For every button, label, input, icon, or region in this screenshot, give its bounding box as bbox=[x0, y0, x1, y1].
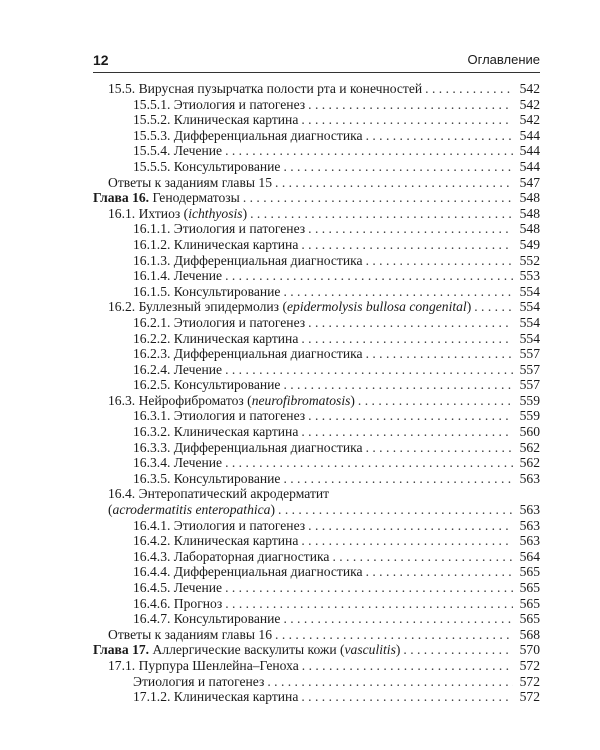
toc-leader-dots bbox=[308, 97, 513, 113]
toc-entry-label bbox=[133, 533, 298, 549]
toc-leader-dots bbox=[308, 408, 513, 424]
toc-entry[interactable] bbox=[93, 81, 540, 97]
toc-leader-dots bbox=[283, 377, 513, 393]
toc-entry-page: 562 bbox=[519, 455, 540, 471]
toc-entry-number: 16.3.5. bbox=[133, 470, 171, 486]
toc-entry[interactable] bbox=[93, 159, 540, 175]
toc-entry-title: Ответы к заданиям главы 16 bbox=[108, 626, 273, 642]
toc-entry-title: Прогноз bbox=[173, 595, 223, 611]
toc-entry-title: Дифференциальная диагностика bbox=[173, 439, 363, 455]
toc-entry-label bbox=[133, 580, 222, 596]
toc-leader-dots bbox=[283, 284, 513, 300]
toc-entry-page: 572 bbox=[519, 673, 540, 689]
toc-entry-title: ( bbox=[108, 502, 113, 518]
toc-entry-label bbox=[133, 564, 363, 580]
toc-entry-title: Ихтиоз ( bbox=[138, 205, 189, 221]
toc-entry-number: 16.3. bbox=[108, 392, 136, 408]
toc-entry-page: 542 bbox=[519, 96, 540, 112]
toc-leader-dots bbox=[425, 81, 513, 97]
toc-entry-page: 548 bbox=[519, 190, 540, 206]
toc-entry-label bbox=[108, 502, 275, 518]
toc-entry[interactable] bbox=[93, 440, 540, 456]
toc-entry-page: 549 bbox=[519, 236, 540, 252]
toc-entry-closing: ) bbox=[466, 299, 472, 315]
toc-entry-label bbox=[133, 471, 280, 487]
toc-entry-label bbox=[133, 611, 280, 627]
toc-leader-dots bbox=[301, 424, 513, 440]
toc-entry[interactable] bbox=[93, 362, 540, 378]
toc-entry-page: 572 bbox=[519, 689, 540, 705]
toc-entry-number: 15.5.2. bbox=[133, 112, 171, 128]
toc-entry-title: Клиническая картина bbox=[173, 533, 299, 549]
toc-entry-number: 16.4.2. bbox=[133, 533, 171, 549]
toc-leader-dots bbox=[308, 518, 513, 534]
toc-entry[interactable] bbox=[93, 549, 540, 565]
toc-entry-latin-term: epidermolysis bullosa congenital bbox=[286, 299, 467, 315]
toc-entry-title: Консультирование bbox=[173, 611, 281, 627]
toc-entry[interactable] bbox=[93, 393, 540, 409]
toc-leader-dots bbox=[275, 627, 513, 643]
toc-leader-dots bbox=[225, 596, 513, 612]
toc-leader-dots bbox=[366, 564, 513, 580]
toc-entry-title: Этиология и патогенез bbox=[173, 221, 306, 237]
toc-entry-label bbox=[108, 81, 422, 97]
toc-entry-label bbox=[133, 97, 305, 113]
toc-leader-dots bbox=[243, 190, 513, 206]
toc-entry[interactable] bbox=[93, 175, 540, 191]
toc-entry-label bbox=[133, 331, 298, 347]
toc-entry[interactable] bbox=[93, 268, 540, 284]
toc-entry-label bbox=[133, 112, 298, 128]
toc-entry-number: 16.4.6. bbox=[133, 595, 171, 611]
toc-entry-number: 16.2. bbox=[108, 299, 136, 315]
toc-entry-number: 16.1.3. bbox=[133, 252, 171, 268]
toc-entry-number: 16.4.7. bbox=[133, 611, 171, 627]
toc-entry[interactable] bbox=[93, 502, 540, 518]
toc-leader-dots bbox=[278, 502, 513, 518]
toc-entry-title: Консультирование bbox=[173, 158, 281, 174]
toc-leader-dots bbox=[225, 362, 513, 378]
toc-leader-dots bbox=[358, 393, 513, 409]
toc-entry-number: 16.4. bbox=[108, 486, 136, 502]
toc-entry-page: 544 bbox=[519, 143, 540, 159]
toc-entry[interactable] bbox=[93, 658, 540, 674]
toc-entry[interactable] bbox=[93, 518, 540, 534]
toc-entry-label bbox=[133, 237, 298, 253]
toc-entry-title: Этиология и патогенез bbox=[173, 517, 306, 533]
toc-entry-title: Этиология и патогенез bbox=[173, 96, 306, 112]
toc-entry[interactable] bbox=[93, 299, 540, 315]
toc-entry[interactable] bbox=[93, 190, 540, 206]
page-number: 12 bbox=[93, 52, 109, 68]
toc-entry-page: 554 bbox=[519, 283, 540, 299]
toc-entry-page: 557 bbox=[519, 361, 540, 377]
toc-entry[interactable] bbox=[93, 143, 540, 159]
toc-entry-label bbox=[133, 440, 363, 456]
toc-entry[interactable] bbox=[93, 377, 540, 393]
toc-entry-number: 15.5.3. bbox=[133, 127, 171, 143]
toc-entry-closing: ) bbox=[395, 642, 401, 658]
toc-entry-label bbox=[133, 253, 363, 269]
toc-leader-dots bbox=[366, 253, 513, 269]
toc-entry-closing: ) bbox=[270, 502, 276, 518]
toc-entry-title: Консультирование bbox=[173, 283, 281, 299]
toc-entry-title: Дифференциальная диагностика bbox=[173, 564, 363, 580]
toc-leader-dots bbox=[283, 471, 513, 487]
toc-entry-page: 560 bbox=[519, 424, 540, 440]
toc-entry-label bbox=[133, 315, 305, 331]
toc-entry-page: 544 bbox=[519, 127, 540, 143]
toc-entry-title: Вирусная пузырчатка полости рта и конечностей bbox=[138, 81, 423, 96]
toc-entry-title: Лабораторная диагностика bbox=[173, 548, 330, 564]
toc-entry-latin-term: ichthyosis bbox=[188, 205, 243, 221]
toc-entry[interactable] bbox=[93, 471, 540, 487]
toc-entry[interactable] bbox=[93, 206, 540, 222]
toc-entry[interactable] bbox=[93, 331, 540, 347]
toc-entry-label bbox=[93, 642, 400, 658]
toc-entry-page: 564 bbox=[519, 548, 540, 564]
toc-entry-number: 16.4.5. bbox=[133, 580, 171, 595]
toc-entry-label bbox=[133, 362, 222, 378]
toc-leader-dots bbox=[301, 689, 513, 705]
toc-entry-page: 559 bbox=[519, 408, 540, 424]
toc-entry[interactable] bbox=[93, 533, 540, 549]
toc-entry-number: 16.1.4. bbox=[133, 268, 171, 284]
toc-entry-page: 563 bbox=[519, 533, 540, 549]
toc-entry[interactable] bbox=[93, 128, 540, 144]
toc-entry-number: 16.3.2. bbox=[133, 424, 171, 440]
toc-entry-label bbox=[108, 393, 355, 409]
toc-leader-dots bbox=[225, 455, 513, 471]
toc-entry-label bbox=[133, 143, 222, 159]
toc-entry-label bbox=[133, 408, 305, 424]
toc-entry-label bbox=[108, 658, 299, 674]
toc-entry[interactable] bbox=[93, 611, 540, 627]
toc-entry[interactable] bbox=[93, 580, 540, 596]
toc-entry-number: 16.4.3. bbox=[133, 548, 171, 564]
toc-entry[interactable] bbox=[93, 424, 540, 440]
toc-entry-page: 565 bbox=[519, 564, 540, 580]
running-title: Оглавление bbox=[467, 52, 540, 67]
toc-entry[interactable] bbox=[93, 97, 540, 113]
toc-entry-label bbox=[133, 268, 222, 284]
toc-entry-page: 554 bbox=[519, 314, 540, 330]
toc-entry-page: 548 bbox=[519, 221, 540, 237]
toc-entry-number: 16.3.4. bbox=[133, 455, 171, 471]
toc-entry[interactable] bbox=[93, 237, 540, 253]
toc-entry-page: 565 bbox=[519, 580, 540, 595]
toc-entry-number: 16.2.4. bbox=[133, 361, 171, 377]
toc-leader-dots bbox=[308, 221, 513, 237]
toc-leader-dots bbox=[301, 533, 513, 549]
toc-entry-page: 565 bbox=[519, 595, 540, 611]
toc-entry[interactable] bbox=[93, 346, 540, 362]
toc-entry[interactable] bbox=[93, 284, 540, 300]
toc-entry-closing: ) bbox=[350, 392, 355, 408]
toc-leader-dots bbox=[275, 175, 513, 191]
toc-entry-title: Аллергические васкулиты кожи ( bbox=[152, 642, 345, 658]
toc-entry-page: 542 bbox=[519, 81, 540, 96]
toc-entry-number: 15.5. bbox=[108, 81, 136, 96]
toc-entry-label bbox=[133, 596, 222, 612]
toc-entry-page: 548 bbox=[519, 205, 540, 221]
toc-entry-page: 565 bbox=[519, 611, 540, 627]
toc-leader-dots bbox=[366, 346, 513, 362]
toc-entry-title: Дифференциальная диагностика bbox=[173, 127, 363, 143]
toc-entry-page: 547 bbox=[519, 174, 540, 190]
toc-entry-label bbox=[133, 128, 363, 144]
toc-entry-number: Глава 16. bbox=[93, 190, 150, 206]
toc-entry-number: 16.3.3. bbox=[133, 439, 171, 455]
toc-entry-title: Дифференциальная диагностика bbox=[173, 346, 363, 362]
toc-entry[interactable] bbox=[93, 642, 540, 658]
toc-entry-number: 16.2.1. bbox=[133, 314, 171, 330]
toc-entry-title: Энтеропатический акродерматит bbox=[138, 486, 330, 502]
toc-entry-number: 16.4.4. bbox=[133, 564, 171, 580]
toc-entry-page: 544 bbox=[519, 158, 540, 174]
toc-entry-title: Клиническая картина bbox=[173, 689, 299, 705]
toc-leader-dots bbox=[225, 580, 513, 596]
toc-leader-dots bbox=[366, 128, 513, 144]
toc-entry[interactable] bbox=[93, 596, 540, 612]
toc-entry-number: 16.3.1. bbox=[133, 408, 171, 424]
page-header bbox=[93, 50, 540, 73]
toc-entry-number: 15.5.4. bbox=[133, 143, 171, 159]
toc-entry[interactable] bbox=[93, 408, 540, 424]
toc-entry-title: Генодерматозы bbox=[152, 190, 240, 206]
toc-entry-title: Клиническая картина bbox=[173, 424, 299, 440]
toc-entry[interactable] bbox=[93, 455, 540, 471]
toc-entry-label bbox=[133, 518, 305, 534]
toc-entry-number: 16.2.2. bbox=[133, 330, 171, 346]
toc-leader-dots bbox=[225, 143, 513, 159]
toc-entry-number: 16.1. bbox=[108, 205, 136, 221]
toc-entry-number: 17.1. bbox=[108, 657, 136, 673]
toc-entry-closing: ) bbox=[242, 205, 248, 221]
toc-leader-dots bbox=[474, 299, 513, 315]
toc-entry-page: 563 bbox=[519, 470, 540, 486]
toc-entry[interactable] bbox=[93, 253, 540, 269]
toc-entry-page: 563 bbox=[519, 517, 540, 533]
toc-entry-page: 568 bbox=[519, 626, 540, 642]
toc-entry-page: 542 bbox=[519, 112, 540, 128]
toc-entry[interactable] bbox=[93, 221, 540, 237]
toc-entry-title: Лечение bbox=[173, 455, 223, 471]
toc-entry-number: 16.2.5. bbox=[133, 377, 171, 393]
toc-entry-number: Глава 17. bbox=[93, 642, 150, 658]
toc-leader-dots bbox=[301, 331, 513, 347]
toc-entry-latin-term: vasculitis bbox=[344, 642, 396, 658]
toc-entry-label bbox=[133, 221, 305, 237]
toc-entry-label bbox=[93, 190, 240, 206]
toc-leader-dots bbox=[301, 112, 513, 128]
toc-entry-title: Клиническая картина bbox=[173, 330, 299, 346]
toc-entry-title: Лечение bbox=[173, 361, 223, 377]
toc-leader-dots bbox=[225, 268, 513, 284]
toc-entry-page: 554 bbox=[519, 299, 540, 315]
toc-entry[interactable] bbox=[93, 689, 540, 705]
toc-entry-page: 553 bbox=[519, 268, 540, 284]
toc-entry-title: Дифференциальная диагностика bbox=[173, 252, 363, 268]
toc-entry-page: 559 bbox=[519, 392, 540, 408]
toc-entry-title: Клиническая картина bbox=[173, 236, 299, 252]
toc-entry-page: 554 bbox=[519, 330, 540, 346]
toc-entry-label bbox=[133, 455, 222, 471]
toc-entry-label bbox=[133, 549, 329, 565]
toc-entry-title: Этиология и патогенез bbox=[173, 408, 306, 424]
toc-leader-dots bbox=[302, 658, 513, 674]
toc-entry-number: 16.2.3. bbox=[133, 346, 171, 362]
toc-entry-number: 17.1.2. bbox=[133, 689, 171, 705]
toc-entry-page: 572 bbox=[519, 657, 540, 673]
toc-entry[interactable] bbox=[93, 112, 540, 128]
toc-entry-number: 16.1.2. bbox=[133, 236, 171, 252]
toc-leader-dots bbox=[332, 549, 513, 565]
toc-entry-title: Ответы к заданиям главы 15 bbox=[108, 174, 273, 190]
toc-entry-page: 552 bbox=[519, 252, 540, 268]
toc-entry-page: 557 bbox=[519, 346, 540, 362]
toc-entry-label bbox=[133, 346, 363, 362]
toc-entry-title: Консультирование bbox=[173, 470, 281, 486]
toc-entry[interactable] bbox=[93, 564, 540, 580]
toc-entry-page: 570 bbox=[519, 642, 540, 658]
toc-entry-latin-term: acrodermatitis enteropathica bbox=[112, 502, 271, 518]
toc-entry-label bbox=[133, 284, 280, 300]
table-of-contents bbox=[93, 81, 540, 705]
toc-entry-title: Буллезный эпидермолиз ( bbox=[138, 299, 287, 315]
toc-entry-title: Этиология и патогенез bbox=[173, 314, 306, 330]
toc-entry-title: Клиническая картина bbox=[173, 112, 299, 128]
toc-entry-label bbox=[108, 486, 329, 502]
toc-entry-title: Этиология и патогенез bbox=[133, 673, 265, 689]
toc-entry-label bbox=[108, 627, 272, 643]
toc-entry[interactable] bbox=[93, 674, 540, 690]
toc-entry-page: 562 bbox=[519, 439, 540, 455]
toc-entry-label bbox=[133, 377, 280, 393]
toc-leader-dots bbox=[283, 159, 513, 175]
toc-entry-label bbox=[108, 206, 247, 222]
toc-entry-title: Лечение bbox=[173, 268, 223, 284]
toc-entry-title: Лечение bbox=[173, 143, 223, 159]
toc-entry-title: Нейрофиброматоз ( bbox=[138, 392, 252, 408]
toc-entry-title: Пурпура Шенлейна–Геноха bbox=[138, 657, 299, 673]
toc-entry-label bbox=[133, 674, 264, 690]
toc-leader-dots bbox=[301, 237, 513, 253]
toc-leader-dots bbox=[267, 674, 513, 690]
toc-entry-number: 15.5.5. bbox=[133, 158, 171, 174]
toc-entry-title: Лечение bbox=[173, 580, 223, 595]
toc-entry-page: 557 bbox=[519, 377, 540, 393]
toc-entry[interactable] bbox=[93, 627, 540, 643]
toc-entry-number: 15.5.1. bbox=[133, 96, 171, 112]
toc-entry-label bbox=[108, 175, 272, 191]
toc-leader-dots bbox=[308, 315, 513, 331]
toc-entry-label bbox=[108, 299, 471, 315]
toc-entry[interactable] bbox=[93, 486, 540, 502]
toc-entry-page: 563 bbox=[519, 502, 540, 518]
toc-entry-label bbox=[133, 689, 298, 705]
toc-leader-dots bbox=[283, 611, 513, 627]
toc-leader-dots bbox=[366, 440, 513, 456]
toc-entry-number: 16.4.1. bbox=[133, 517, 171, 533]
toc-entry-label bbox=[133, 159, 280, 175]
toc-entry-number: 16.1.5. bbox=[133, 283, 171, 299]
toc-leader-dots bbox=[403, 642, 513, 658]
toc-leader-dots bbox=[250, 206, 513, 222]
toc-entry-title: Консультирование bbox=[173, 377, 281, 393]
toc-entry-number: 16.1.1. bbox=[133, 221, 171, 237]
toc-entry[interactable] bbox=[93, 315, 540, 331]
toc-entry-label bbox=[133, 424, 298, 440]
toc-entry-latin-term: neurofibromatosis bbox=[251, 392, 351, 408]
